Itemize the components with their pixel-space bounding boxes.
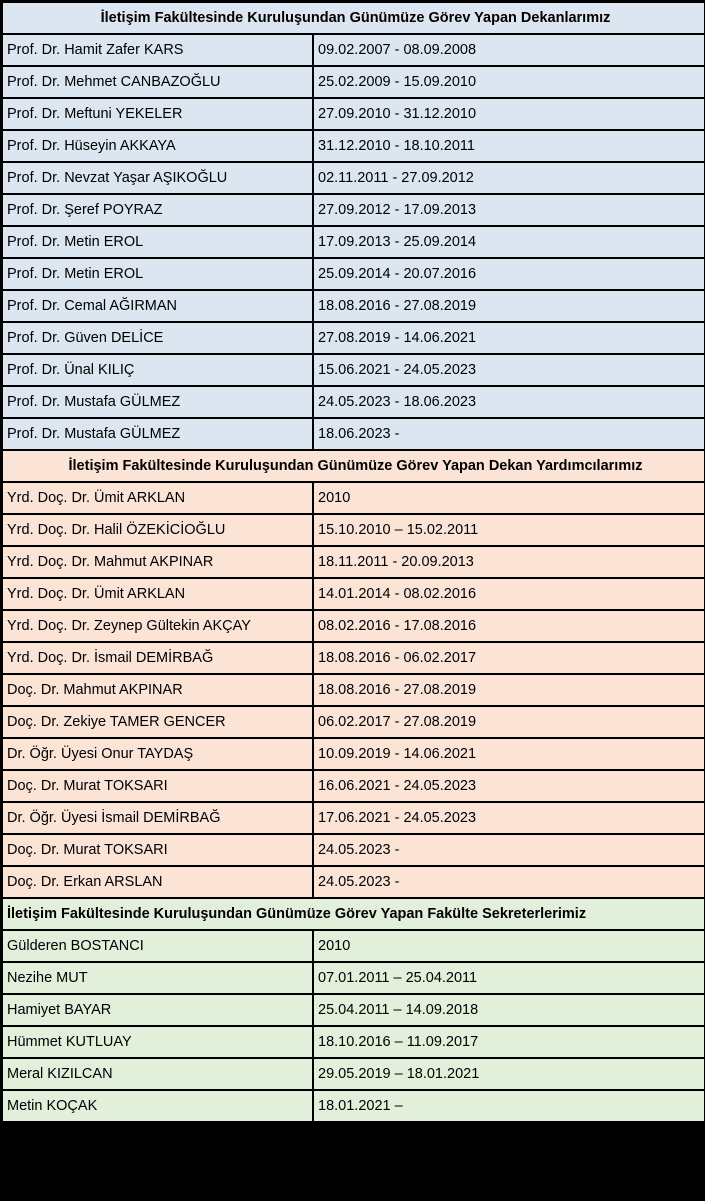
table-row bbox=[2, 834, 705, 866]
official-name: Yrd. Doç. Dr. Ümit ARKLAN bbox=[2, 482, 313, 514]
official-name: Prof. Dr. Mustafa GÜLMEZ bbox=[2, 386, 313, 418]
vice-deans-section-header bbox=[2, 450, 705, 482]
table-row bbox=[2, 706, 705, 738]
table-row bbox=[2, 930, 705, 962]
official-name: Yrd. Doç. Dr. Halil ÖZEKİCİOĞLU bbox=[2, 514, 313, 546]
term-dates: 15.10.2010 – 15.02.2011 bbox=[313, 514, 705, 546]
table-row bbox=[2, 66, 705, 98]
term-dates: 02.11.2011 - 27.09.2012 bbox=[313, 162, 705, 194]
table-row bbox=[2, 98, 705, 130]
table-row bbox=[2, 130, 705, 162]
official-name: Doç. Dr. Erkan ARSLAN bbox=[2, 866, 313, 898]
officials-table bbox=[1, 1, 705, 1123]
term-dates: 18.08.2016 - 27.08.2019 bbox=[313, 674, 705, 706]
term-dates: 07.01.2011 – 25.04.2011 bbox=[313, 962, 705, 994]
official-name: Nezihe MUT bbox=[2, 962, 313, 994]
table-row bbox=[2, 1026, 705, 1058]
table-row bbox=[2, 578, 705, 610]
official-name: Doç. Dr. Zekiye TAMER GENCER bbox=[2, 706, 313, 738]
term-dates: 18.11.2011 - 20.09.2013 bbox=[313, 546, 705, 578]
term-dates: 31.12.2010 - 18.10.2011 bbox=[313, 130, 705, 162]
term-dates: 10.09.2019 - 14.06.2021 bbox=[313, 738, 705, 770]
table-row bbox=[2, 866, 705, 898]
table-row bbox=[2, 546, 705, 578]
official-name: Prof. Dr. Cemal AĞIRMAN bbox=[2, 290, 313, 322]
table-row bbox=[2, 674, 705, 706]
term-dates: 27.09.2012 - 17.09.2013 bbox=[313, 194, 705, 226]
term-dates: 24.05.2023 - bbox=[313, 866, 705, 898]
table-row bbox=[2, 962, 705, 994]
table-row bbox=[2, 738, 705, 770]
term-dates: 16.06.2021 - 24.05.2023 bbox=[313, 770, 705, 802]
term-dates: 2010 bbox=[313, 930, 705, 962]
term-dates: 18.06.2023 - bbox=[313, 418, 705, 450]
official-name: Yrd. Doç. Dr. Zeynep Gültekin AKÇAY bbox=[2, 610, 313, 642]
official-name: Hümmet KUTLUAY bbox=[2, 1026, 313, 1058]
table-row bbox=[2, 290, 705, 322]
table-row bbox=[2, 386, 705, 418]
table-row bbox=[2, 514, 705, 546]
term-dates: 29.05.2019 – 18.01.2021 bbox=[313, 1058, 705, 1090]
table-row bbox=[2, 322, 705, 354]
official-name: Prof. Dr. Meftuni YEKELER bbox=[2, 98, 313, 130]
term-dates: 27.09.2010 - 31.12.2010 bbox=[313, 98, 705, 130]
official-name: Dr. Öğr. Üyesi İsmail DEMİRBAĞ bbox=[2, 802, 313, 834]
term-dates: 15.06.2021 - 24.05.2023 bbox=[313, 354, 705, 386]
term-dates: 25.02.2009 - 15.09.2010 bbox=[313, 66, 705, 98]
table-row bbox=[2, 610, 705, 642]
official-name: Prof. Dr. Hamit Zafer KARS bbox=[2, 34, 313, 66]
term-dates: 14.01.2014 - 08.02.2016 bbox=[313, 578, 705, 610]
official-name: Doç. Dr. Murat TOKSARI bbox=[2, 834, 313, 866]
term-dates: 25.04.2011 – 14.09.2018 bbox=[313, 994, 705, 1026]
term-dates: 09.02.2007 - 08.09.2008 bbox=[313, 34, 705, 66]
official-name: Prof. Dr. Mustafa GÜLMEZ bbox=[2, 418, 313, 450]
table-row bbox=[2, 258, 705, 290]
official-name: Metin KOÇAK bbox=[2, 1090, 313, 1122]
official-name: Prof. Dr. Mehmet CANBAZOĞLU bbox=[2, 66, 313, 98]
table-row bbox=[2, 194, 705, 226]
table-row bbox=[2, 1058, 705, 1090]
official-name: Prof. Dr. Hüseyin AKKAYA bbox=[2, 130, 313, 162]
table-row bbox=[2, 802, 705, 834]
table-row bbox=[2, 354, 705, 386]
table-row bbox=[2, 1090, 705, 1122]
official-name: Gülderen BOSTANCI bbox=[2, 930, 313, 962]
term-dates: 08.02.2016 - 17.08.2016 bbox=[313, 610, 705, 642]
official-name: Dr. Öğr. Üyesi Onur TAYDAŞ bbox=[2, 738, 313, 770]
table-row bbox=[2, 418, 705, 450]
deans-section-header bbox=[2, 2, 705, 34]
term-dates: 18.01.2021 – bbox=[313, 1090, 705, 1122]
term-dates: 25.09.2014 - 20.07.2016 bbox=[313, 258, 705, 290]
official-name: Yrd. Doç. Dr. Ümit ARKLAN bbox=[2, 578, 313, 610]
table-row bbox=[2, 770, 705, 802]
official-name: Prof. Dr. Şeref POYRAZ bbox=[2, 194, 313, 226]
term-dates: 24.05.2023 - bbox=[313, 834, 705, 866]
official-name: Prof. Dr. Ünal KILIÇ bbox=[2, 354, 313, 386]
term-dates: 17.06.2021 - 24.05.2023 bbox=[313, 802, 705, 834]
table-row bbox=[2, 34, 705, 66]
official-name: Doç. Dr. Murat TOKSARI bbox=[2, 770, 313, 802]
term-dates: 27.08.2019 - 14.06.2021 bbox=[313, 322, 705, 354]
official-name: Prof. Dr. Güven DELİCE bbox=[2, 322, 313, 354]
official-name: Yrd. Doç. Dr. Mahmut AKPINAR bbox=[2, 546, 313, 578]
table-row bbox=[2, 994, 705, 1026]
official-name: Prof. Dr. Metin EROL bbox=[2, 226, 313, 258]
secretaries-section-header bbox=[2, 898, 705, 930]
term-dates: 06.02.2017 - 27.08.2019 bbox=[313, 706, 705, 738]
table-row bbox=[2, 482, 705, 514]
term-dates: 2010 bbox=[313, 482, 705, 514]
term-dates: 18.08.2016 - 27.08.2019 bbox=[313, 290, 705, 322]
table-row bbox=[2, 162, 705, 194]
official-name: Prof. Dr. Metin EROL bbox=[2, 258, 313, 290]
official-name: Doç. Dr. Mahmut AKPINAR bbox=[2, 674, 313, 706]
term-dates: 18.10.2016 – 11.09.2017 bbox=[313, 1026, 705, 1058]
term-dates: 24.05.2023 - 18.06.2023 bbox=[313, 386, 705, 418]
term-dates: 17.09.2013 - 25.09.2014 bbox=[313, 226, 705, 258]
official-name: Hamiyet BAYAR bbox=[2, 994, 313, 1026]
officials-table-body bbox=[2, 2, 705, 1122]
section-title: İletişim Fakültesinde Kuruluşundan Günümüze Görev Yapan Dekan Yardımcılarımız bbox=[2, 450, 705, 482]
table-row bbox=[2, 226, 705, 258]
table-row bbox=[2, 642, 705, 674]
official-name: Yrd. Doç. Dr. İsmail DEMİRBAĞ bbox=[2, 642, 313, 674]
section-title: İletişim Fakültesinde Kuruluşundan Günümüze Görev Yapan Fakülte Sekreterlerimiz bbox=[2, 898, 705, 930]
official-name: Prof. Dr. Nevzat Yaşar AŞIKOĞLU bbox=[2, 162, 313, 194]
term-dates: 18.08.2016 - 06.02.2017 bbox=[313, 642, 705, 674]
official-name: Meral KIZILCAN bbox=[2, 1058, 313, 1090]
section-title: İletişim Fakültesinde Kuruluşundan Günümüze Görev Yapan Dekanlarımız bbox=[2, 2, 705, 34]
